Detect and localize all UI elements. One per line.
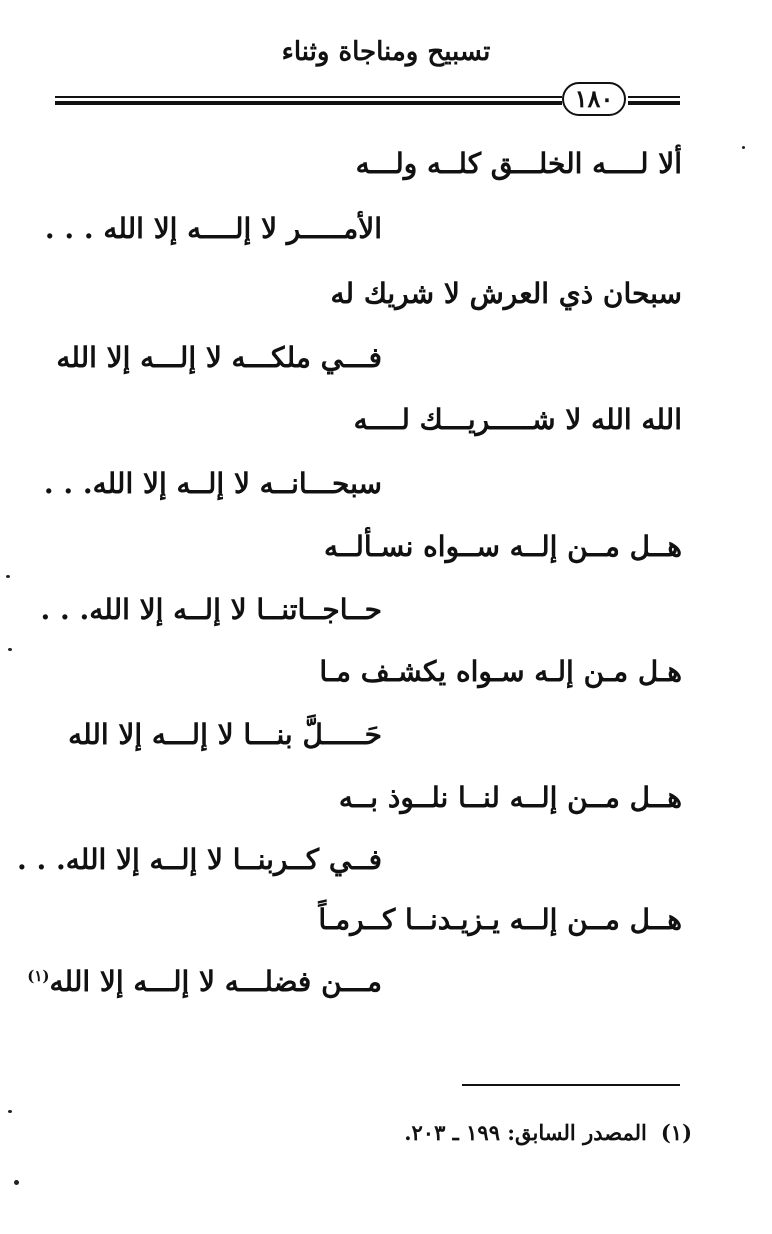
footnote [404,1122,692,1143]
verse-line-9: هـل مـن إلـه سـواه يكشـف مـا [319,655,682,688]
verse-line-7: هــل مــن إلــه ســواه نسـألــه [323,530,682,563]
scan-speck [6,575,10,578]
scan-speck [8,1110,12,1113]
footnote-text: المصدر السابق: ١٩٩ ـ ٢٠٣. [404,1120,647,1145]
footnote-separator [462,1084,680,1086]
page-number: ١٨٠ [562,82,626,116]
verse-line-8: حــاجــاتنــا لا إلــه إلا الله. . . [40,593,382,626]
verse-line-14 [25,965,382,998]
scan-speck [742,146,745,149]
verse-line-11: هــل مــن إلــه لنــا نلــوذ بــه [338,781,682,814]
footnote-reference-marker: (١) [27,966,50,985]
verse-line-6: سبحـــانــه لا إلــه إلا الله. . . [43,467,382,500]
scan-speck [14,1180,19,1185]
verse-line-13: هــل مــن إلــه يـزيـدنــا كــرمـاً [318,903,682,936]
verse-line-3: سبحان ذي العرش لا شريك له [330,277,682,310]
verse-line-1: ألا لــــه الخلـــق كلــه ولـــه [355,147,682,180]
header-rule-right [628,96,680,105]
verse-line-14-text: مـــن فضلـــه لا إلـــه إلا الله [49,965,382,998]
verse-line-2: الأمـــــر لا إلــــه إلا الله . . . [44,212,382,245]
verse-line-10: حَـــــلَّ بنـــا لا إلـــه إلا الله [68,718,382,751]
verse-line-4: فـــي ملكـــه لا إلـــه إلا الله [56,341,382,374]
running-header-title: تسبيح ومناجاة وثناء [281,37,491,67]
verse-line-12: فــي كــربنــا لا إلــه إلا الله. . . [16,843,382,876]
header-rule-left [55,96,562,105]
footnote-number: (١) [660,1120,692,1145]
scan-speck [8,648,12,651]
verse-line-5: الله الله لا شـــــريـــك لــــه [353,403,682,436]
